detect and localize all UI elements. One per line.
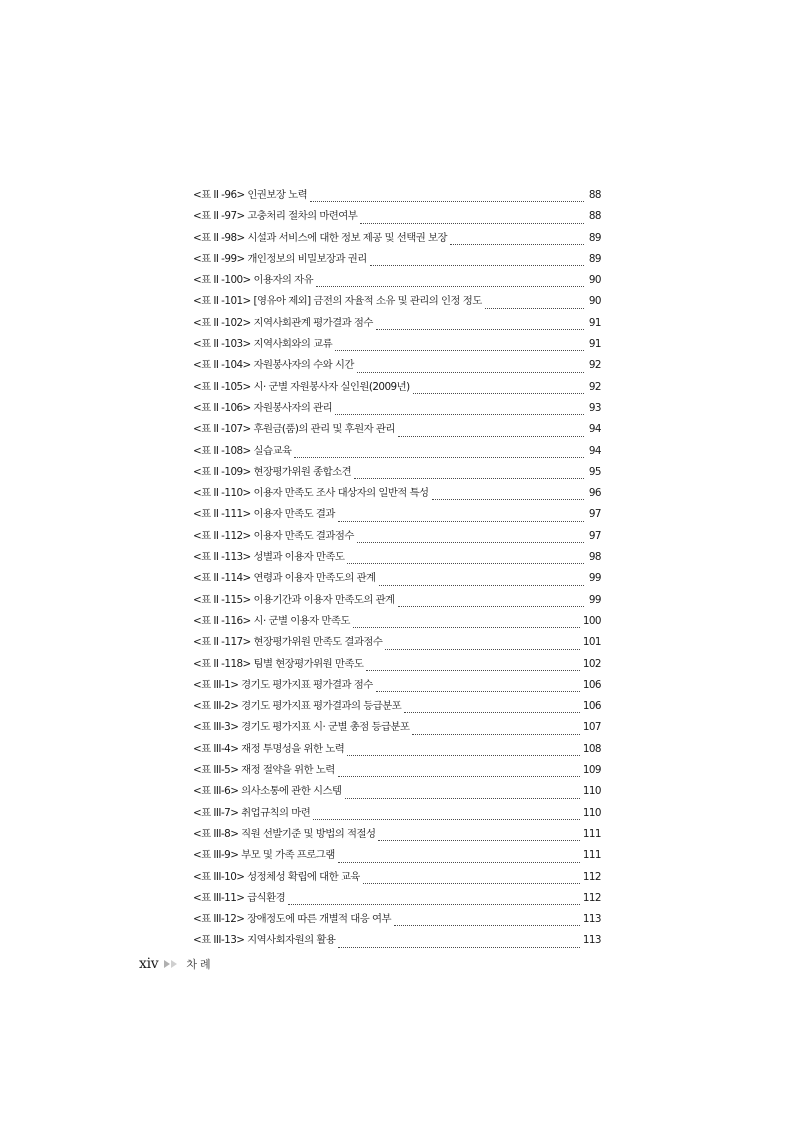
page-footer <box>139 956 214 972</box>
page-number: xiv <box>139 956 159 972</box>
toc-entry-page: 99 <box>588 572 601 585</box>
toc-entry-label: <표 III-6> 의사소통에 관한 시스템 <box>193 785 342 798</box>
toc-entry-label: <표 III-5> 재정 절약을 위한 노력 <box>193 764 335 777</box>
toc-entry[interactable] <box>193 292 601 313</box>
table-of-contents <box>193 186 601 953</box>
toc-entry-page: 109 <box>582 764 601 777</box>
toc-entry-page: 88 <box>588 189 601 201</box>
toc-entry-page: 92 <box>588 359 601 372</box>
toc-entry[interactable] <box>193 527 601 548</box>
dot-leader <box>357 532 584 543</box>
dot-leader <box>357 362 584 373</box>
toc-entry[interactable] <box>193 718 601 739</box>
toc-entry-label: <표 II -101> [영유아 제외] 금전의 자율적 소유 및 관리의 인정 정도 <box>193 295 482 308</box>
toc-entry[interactable] <box>193 697 601 718</box>
toc-entry[interactable] <box>193 655 601 676</box>
toc-entry[interactable] <box>193 250 601 271</box>
toc-entry-page: 88 <box>588 210 601 223</box>
toc-entry-label: <표 III-1> 경기도 평가지표 평가결과 점수 <box>193 678 373 691</box>
dot-leader <box>354 468 584 479</box>
toc-entry-page: 111 <box>582 849 601 862</box>
toc-entry-page: 102 <box>582 657 601 670</box>
toc-entry-page: 95 <box>588 465 601 478</box>
dot-leader <box>370 255 584 266</box>
toc-entry-label: <표 II -99> 개인정보의 비밀보장과 권리 <box>193 252 367 265</box>
dot-leader <box>345 788 580 799</box>
dot-leader <box>338 937 580 948</box>
toc-entry-label: <표 III-11> 급식환경 <box>193 891 286 904</box>
toc-entry-page: 98 <box>588 551 601 564</box>
toc-entry[interactable] <box>193 399 601 420</box>
toc-entry-label: <표 II -118> 팀별 현장평가위원 만족도 <box>193 657 364 670</box>
toc-entry-label: <표 III-9> 부모 및 가족 프로그램 <box>193 849 335 862</box>
dot-leader <box>338 511 584 522</box>
dot-leader <box>338 852 580 863</box>
dot-leader <box>335 404 584 415</box>
toc-entry[interactable] <box>193 889 601 910</box>
toc-entry-page: 90 <box>588 295 601 308</box>
toc-entry-page: 93 <box>588 401 601 414</box>
toc-entry[interactable] <box>193 591 601 612</box>
dot-leader <box>310 191 584 202</box>
toc-entry-page: 94 <box>588 444 601 457</box>
toc-entry[interactable] <box>193 633 601 654</box>
toc-entry-page: 113 <box>582 934 601 947</box>
toc-entry[interactable] <box>193 442 601 463</box>
toc-entry[interactable] <box>193 931 601 952</box>
dot-leader <box>413 383 584 394</box>
dot-leader <box>353 617 580 628</box>
toc-entry-page: 99 <box>588 593 601 606</box>
toc-entry-page: 97 <box>588 529 601 542</box>
toc-entry-page: 112 <box>582 870 601 883</box>
toc-entry[interactable] <box>193 229 601 250</box>
toc-entry-label: <표 III-2> 경기도 평가지표 평가결과의 등급분포 <box>193 700 402 713</box>
toc-entry-page: 106 <box>582 678 601 691</box>
toc-entry-label: <표 II -98> 시설과 서비스에 대한 정보 제공 및 선택권 보장 <box>193 231 447 244</box>
toc-entry-page: 110 <box>582 806 601 819</box>
toc-entry[interactable] <box>193 910 601 931</box>
section-title: 차례 <box>186 958 214 971</box>
toc-entry-label: <표 II -112> 이용자 만족도 결과점수 <box>193 529 354 542</box>
toc-entry-page: 108 <box>582 742 601 755</box>
toc-entry[interactable] <box>193 207 601 228</box>
dot-leader <box>379 575 584 586</box>
dot-leader <box>294 447 584 458</box>
toc-entry-label: <표 II -113> 성별과 이용자 만족도 <box>193 551 345 564</box>
toc-entry-label: <표 III-3> 경기도 평가지표 시· 군별 총점 등급분포 <box>193 721 410 734</box>
toc-entry-label: <표 III-13> 지역사회자원의 활용 <box>193 934 336 947</box>
toc-entry[interactable] <box>193 846 601 867</box>
toc-entry-page: 91 <box>588 338 601 351</box>
toc-entry[interactable] <box>193 569 601 590</box>
dot-leader <box>485 298 584 309</box>
toc-entry[interactable] <box>193 271 601 292</box>
toc-entry[interactable] <box>193 782 601 803</box>
dot-leader <box>288 894 580 905</box>
dot-leader <box>316 276 584 287</box>
toc-entry-page: 89 <box>588 231 601 244</box>
dot-leader <box>378 830 579 841</box>
toc-entry[interactable] <box>193 186 601 207</box>
toc-entry-page: 111 <box>582 827 601 840</box>
toc-entry-label: <표 II -111> 이용자 만족도 결과 <box>193 508 335 521</box>
toc-entry-page: 107 <box>582 721 601 734</box>
toc-entry[interactable] <box>193 505 601 526</box>
toc-entry[interactable] <box>193 868 601 889</box>
toc-entry-label: <표 II -104> 자원봉사자의 수와 시간 <box>193 359 354 372</box>
toc-entry-label: <표 II -106> 자원봉사자의 관리 <box>193 401 333 414</box>
toc-entry-label: <표 II -107> 후원금(품)의 관리 및 후원자 관리 <box>193 423 395 436</box>
toc-entry[interactable] <box>193 314 601 335</box>
double-play-arrow-icon <box>164 960 178 968</box>
toc-entry-label: <표 II -114> 연령과 이용자 만족도의 관계 <box>193 572 376 585</box>
toc-entry[interactable] <box>193 825 601 846</box>
toc-entry-label: <표 II -115> 이용기간과 이용자 만족도의 관계 <box>193 593 395 606</box>
toc-entry-page: 91 <box>588 316 601 329</box>
dot-leader <box>347 553 584 564</box>
toc-entry[interactable] <box>193 463 601 484</box>
toc-entry-label: <표 II -100> 이용자의 자유 <box>193 274 314 287</box>
toc-entry-page: 92 <box>588 380 601 393</box>
dot-leader <box>450 234 584 245</box>
toc-entry[interactable] <box>193 548 601 569</box>
toc-entry-page: 113 <box>582 913 601 926</box>
dot-leader <box>394 915 580 926</box>
toc-entry[interactable] <box>193 761 601 782</box>
toc-entry-label: <표 II -103> 지역사회와의 교류 <box>193 338 333 351</box>
toc-entry-page: 100 <box>582 614 601 627</box>
dot-leader <box>398 596 584 607</box>
toc-entry-page: 94 <box>588 423 601 436</box>
toc-entry-page: 96 <box>588 487 601 500</box>
toc-entry[interactable] <box>193 484 601 505</box>
toc-entry-label: <표 III-12> 장애정도에 따른 개별적 대응 여부 <box>193 913 392 926</box>
dot-leader <box>398 426 584 437</box>
toc-entry[interactable] <box>193 612 601 633</box>
dot-leader <box>385 639 580 650</box>
toc-entry-label: <표 II -117> 현장평가위원 만족도 결과점수 <box>193 636 383 649</box>
toc-entry[interactable] <box>193 356 601 377</box>
dot-leader <box>347 745 580 756</box>
toc-entry-label: <표 II -102> 지역사회관계 평가결과 점수 <box>193 316 373 329</box>
toc-entry[interactable] <box>193 378 601 399</box>
dot-leader <box>335 340 584 351</box>
toc-entry-label: <표 III-4> 재정 투명성을 위한 노력 <box>193 742 345 755</box>
toc-entry-label: <표 II -110> 이용자 만족도 조사 대상자의 일반적 특성 <box>193 487 429 500</box>
toc-entry[interactable] <box>193 420 601 441</box>
toc-entry-label: <표 II -116> 시· 군별 이용자 만족도 <box>193 614 350 627</box>
toc-entry-label: <표 II -105> 시· 군별 자원봉사자 실인원(2009년) <box>193 380 410 393</box>
dot-leader <box>412 724 579 735</box>
toc-entry[interactable] <box>193 740 601 761</box>
toc-entry[interactable] <box>193 335 601 356</box>
toc-entry[interactable] <box>193 804 601 825</box>
dot-leader <box>432 489 584 500</box>
toc-entry-page: 97 <box>588 508 601 521</box>
toc-entry-label: <표 II -97> 고충처리 절차의 마련여부 <box>193 210 358 223</box>
toc-entry-page: 89 <box>588 252 601 265</box>
toc-entry-label: <표 III-8> 직원 선발기준 및 방법의 적절성 <box>193 827 376 840</box>
dot-leader <box>366 660 579 671</box>
dot-leader <box>404 702 580 713</box>
dot-leader <box>313 809 580 820</box>
dot-leader <box>363 873 580 884</box>
dot-leader <box>376 681 580 692</box>
toc-entry-label: <표 III-10> 성정체성 확립에 대한 교육 <box>193 870 360 883</box>
toc-entry-label: <표 II -96> 인권보장 노력 <box>193 189 308 201</box>
toc-entry-label: <표 III-7> 취업규칙의 마련 <box>193 806 311 819</box>
toc-entry-page: 106 <box>582 700 601 713</box>
toc-entry-page: 112 <box>582 891 601 904</box>
toc-entry[interactable] <box>193 676 601 697</box>
toc-entry-page: 101 <box>582 636 601 649</box>
toc-entry-page: 110 <box>582 785 601 798</box>
toc-entry-label: <표 II -108> 실습교육 <box>193 444 292 457</box>
dot-leader <box>360 213 584 224</box>
dot-leader <box>338 766 580 777</box>
dot-leader <box>376 319 584 330</box>
toc-entry-label: <표 II -109> 현장평가위원 종합소견 <box>193 465 352 478</box>
toc-entry-page: 90 <box>588 274 601 287</box>
